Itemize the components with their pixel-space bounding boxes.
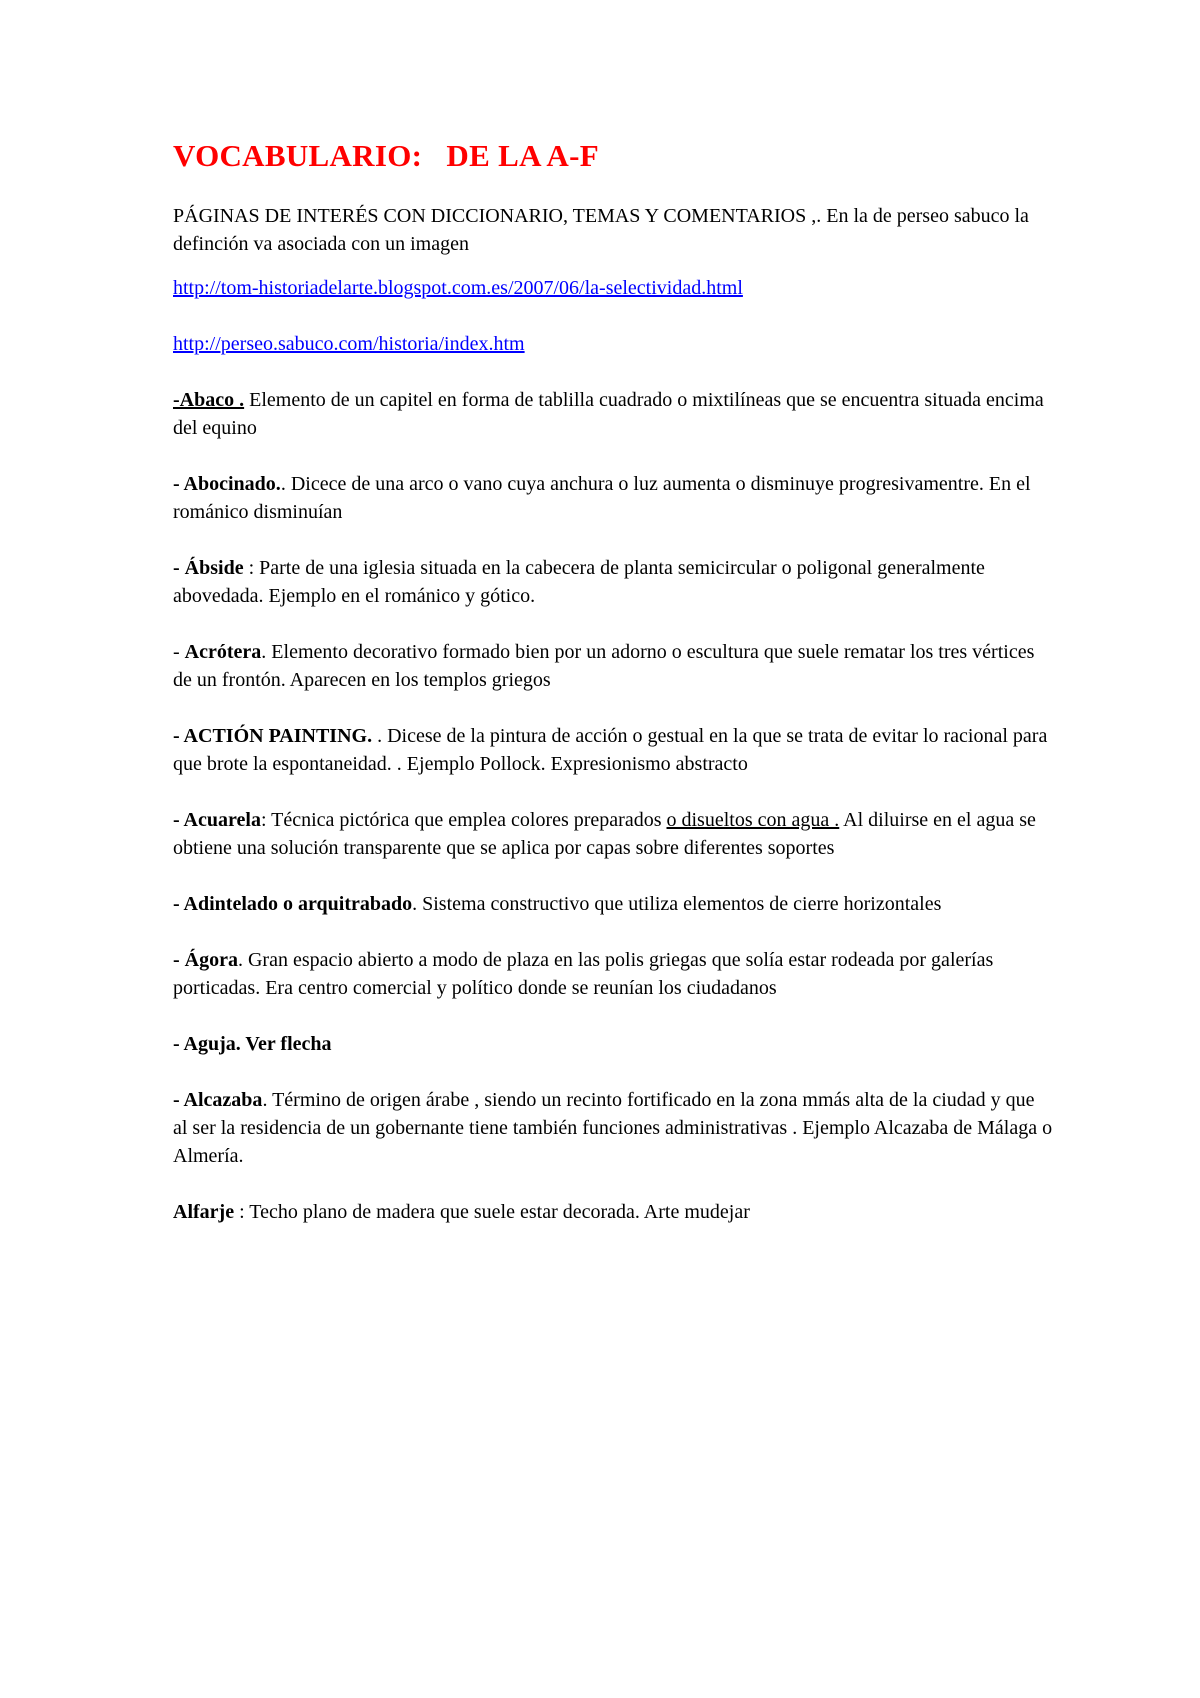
link-perseo-sabuco[interactable]: http://perseo.sabuco.com/historia/index.htm xyxy=(173,333,525,355)
entry-agora xyxy=(173,946,1053,1002)
document-page xyxy=(173,138,1053,1254)
entry-abside xyxy=(173,554,1053,610)
entry-action-painting xyxy=(173,722,1053,778)
entry-acrotera xyxy=(173,638,1053,694)
entry-term: - Abocinado. xyxy=(173,473,281,495)
entry-definition: : Techo plano de madera que suele estar decorada. Arte mudejar xyxy=(234,1201,750,1223)
intro-paragraph: PÁGINAS DE INTERÉS CON DICCIONARIO, TEMAS Y COMENTARIOS ,. En la de perseo sabuco la definción va asociada con un imagen xyxy=(173,205,1029,255)
entry-abocinado xyxy=(173,470,1053,526)
entry-term: - Adintelado o arquitrabado xyxy=(173,893,413,915)
entry-definition: . Gran espacio abierto a modo de plaza en las polis griegas que solía estar rodeada por galerías porticadas. Era centro comercial y político donde se reunían los ciudadanos xyxy=(173,949,994,999)
entry-adintelado xyxy=(173,890,1053,918)
entry-definition: . Dicece de una arco o vano cuya anchura o luz aumenta o disminuye progresivamentre. En el románico disminuían xyxy=(173,473,1031,523)
entry-term: Alfarje xyxy=(173,1201,235,1223)
entry-alfarje xyxy=(173,1198,1053,1226)
entry-abaco xyxy=(173,386,1053,442)
link-tom-historiadelarte[interactable]: http://tom-historiadelarte.blogspot.com.es/2007/06/la-selectividad.html xyxy=(173,277,743,299)
entry-definition: . Elemento decorativo formado bien por un adorno o escultura que suele rematar los tres vértices de un frontón. Aparecen en los templos griegos xyxy=(173,641,1035,691)
entry-term: Acrótera xyxy=(184,641,262,663)
entry-definition: : Técnica pictórica que emplea colores preparados xyxy=(260,809,667,831)
entry-definition: : Parte de una iglesia situada en la cabecera de planta semicircular o poligonal generalmente abovedada. Ejemplo en el románico y gótico. xyxy=(173,557,985,607)
entry-definition: . Sistema constructivo que utiliza elementos de cierre horizontales xyxy=(412,893,942,915)
entry-definition: . Dicese de la pintura de acción o gestual en la que se trata de evitar lo racional para que brote la espontaneidad. . Ejemplo Pollock. Expresionismo abstracto xyxy=(173,725,1048,775)
entry-definition: . Término de origen árabe , siendo un recinto fortificado en la zona mmás alta de la ciudad y que al ser la residencia de un gobernante tiene también funciones administrativas . Ejemplo Alcazaba de Málaga o Almería. xyxy=(173,1089,1053,1167)
entry-term: - ACTIÓN PAINTING. xyxy=(173,725,373,747)
entry-acuarela xyxy=(173,806,1053,862)
entry-prefix: - xyxy=(173,641,185,663)
entry-term: - Ábside xyxy=(173,557,244,579)
page-title: VOCABULARIO: DE LA A-F xyxy=(173,138,599,173)
entry-term: - Acuarela xyxy=(173,809,261,831)
entry-definition-continued: Al diluirse en el agua se obtiene una solución transparente que se aplica por capas sobre diferentes soportes xyxy=(173,809,1036,859)
entry-definition: Elemento de un capitel en forma de tablilla cuadrado o mixtilíneas que se encuentra situada encima del equino xyxy=(173,389,1044,439)
entry-term: - Aguja. Ver flecha xyxy=(173,1033,332,1055)
entry-aguja xyxy=(173,1030,1053,1058)
entry-alcazaba xyxy=(173,1086,1053,1170)
entry-term: -Abaco . xyxy=(173,389,245,411)
entry-definition-underlined: o disueltos con agua . xyxy=(666,809,840,831)
entry-term: - Ágora xyxy=(173,949,238,971)
entry-term: - Alcazaba xyxy=(173,1089,263,1111)
